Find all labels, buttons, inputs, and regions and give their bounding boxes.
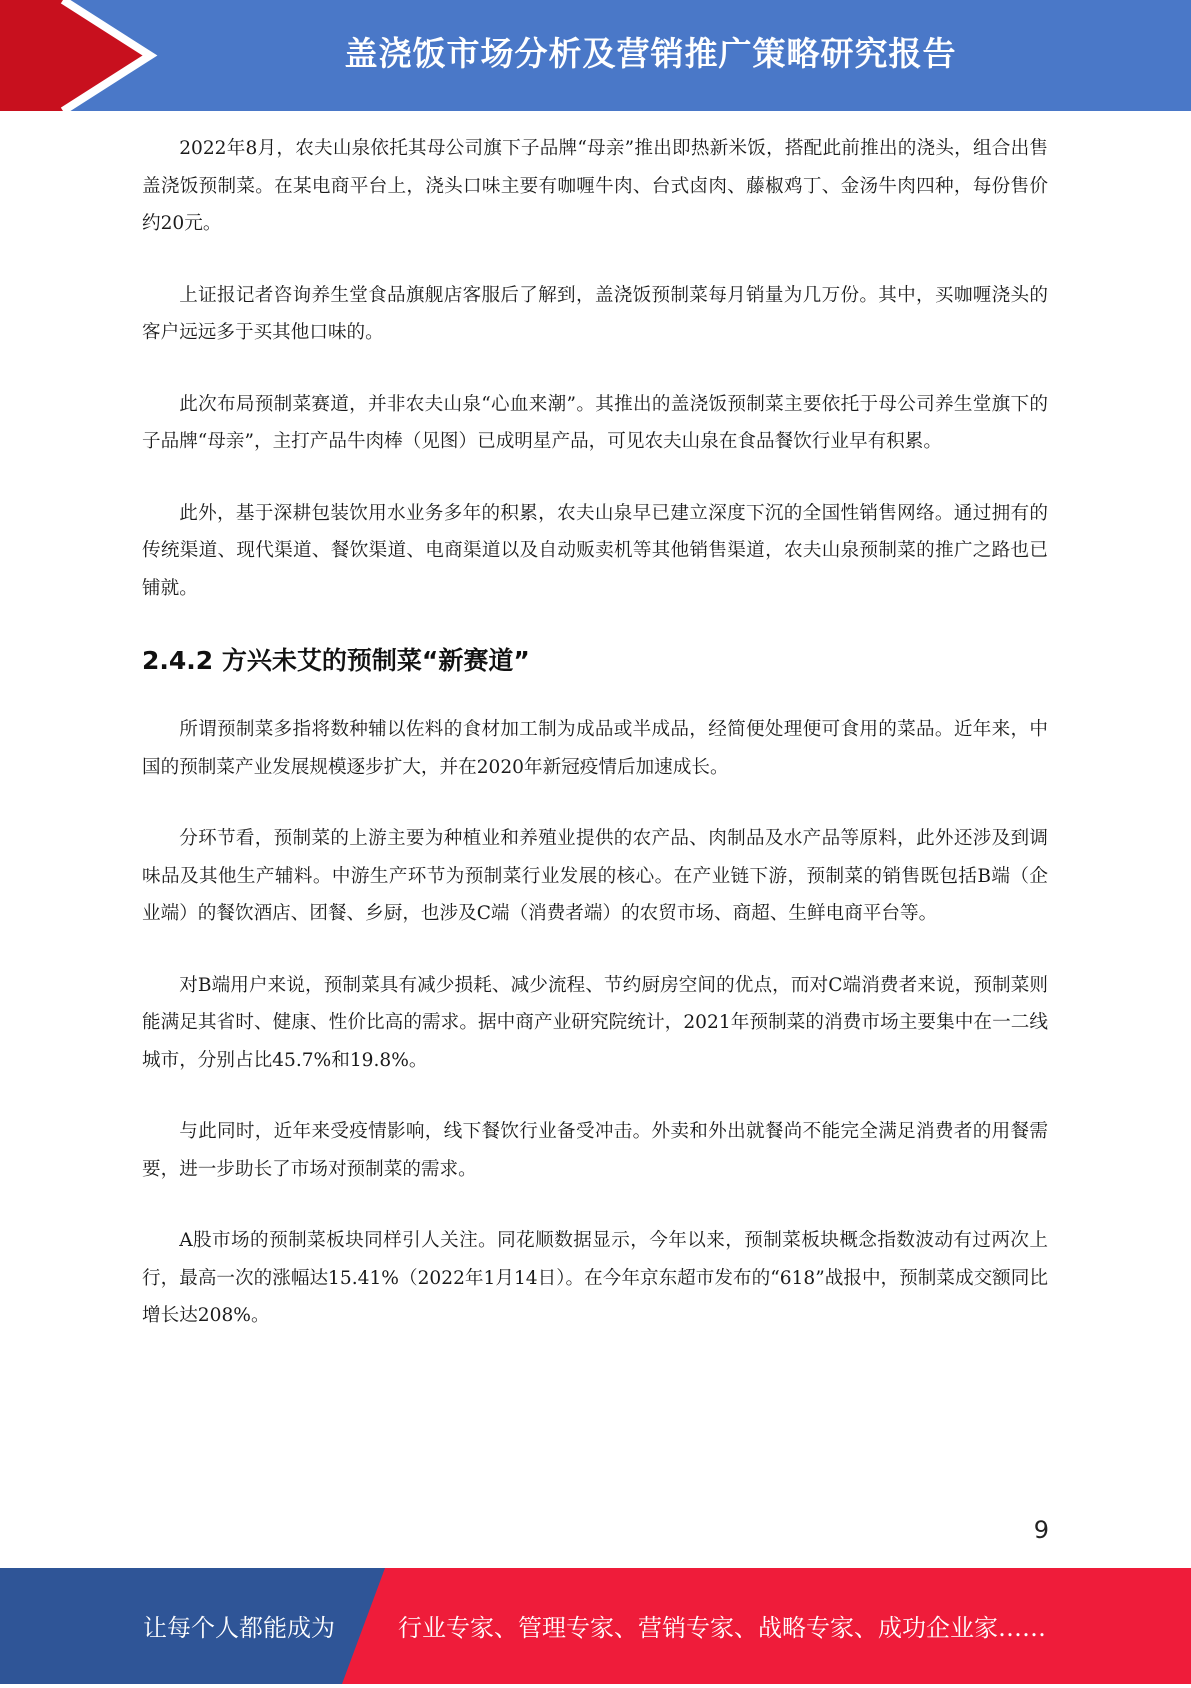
page-footer [0,1568,1191,1684]
paragraph-5: 所谓预制菜多指将数种辅以佐料的食材加工制为成品或半成品，经简便处理便可食用的菜品。近年来，中国的预制菜产业发展规模逐步扩大，并在2020年新冠疫情后加速成长。 [142,719,1048,778]
paragraph-6: 分环节看，预制菜的上游主要为种植业和养殖业提供的农产品、肉制品及水产品等原料，此外还涉及到调味品及其他生产辅料。中游生产环节为预制菜行业发展的核心。在产业链下游，预制菜的销售既包括B端（企业端）的餐饮酒店、团餐、乡厨，也涉及C端（消费者端）的农贸市场、商超、生鲜电商平台等。 [142,828,1048,924]
paragraph-4: 此外，基于深耕包装饮用水业务多年的积累，农夫山泉早已建立深度下沉的全国性销售网络。通过拥有的传统渠道、现代渠道、餐饮渠道、电商渠道以及自动贩卖机等其他销售渠道，农夫山泉预制菜的推广之路也已铺就。 [142,502,1048,599]
paragraph-7: 对B端用户来说，预制菜具有减少损耗、减少流程、节约厨房空间的优点，而对C端消费者来说，预制菜则能满足其省时、健康、性价比高的需求。据中商产业研究院统计，2021年预制菜的消费市场主要集中在一二线城市，分别占比45.7%和19.8%。 [142,974,1048,1071]
footer-slogan-right: 行业专家、管理专家、营销专家、战略专家、成功企业家…… [398,1614,1046,1642]
section-heading: 2.4.2 方兴未艾的预制菜“新赛道” [142,646,530,675]
page-number: 9 [1033,1516,1049,1544]
document-body [142,130,1048,1369]
paragraph-3: 此次布局预制菜赛道，并非农夫山泉“心血来潮”。其推出的盖浇饭预制菜主要依托于母公司养生堂旗下的子品牌“母亲”，主打产品牛肉棒（见图）已成明星产品，可见农夫山泉在食品餐饮行业早有积累。 [142,393,1048,452]
report-title: 盖浇饭市场分析及营销推广策略研究报告 [344,34,957,73]
paragraph-9: A股市场的预制菜板块同样引人关注。同花顺数据显示，今年以来，预制菜板块概念指数波动有过两次上行，最高一次的涨幅达15.41%（2022年1月14日）。在今年京东超市发布的“618”战报中，预制菜成交额同比增长达208%。 [142,1230,1048,1326]
paragraph-8: 与此同时，近年来受疫情影响，线下餐饮行业备受冲击。外卖和外出就餐尚不能完全满足消费者的用餐需要，进一步助长了市场对预制菜的需求。 [142,1121,1048,1180]
header-chevron-decoration [0,0,160,111]
page-header [0,0,1191,111]
paragraph-2: 上证报记者咨询养生堂食品旗舰店客服后了解到，盖浇饭预制菜每月销量为几万份。其中，买咖喱浇头的客户远远多于买其他口味的。 [142,284,1048,343]
footer-slogan-left: 让每个人都能成为 [143,1614,335,1642]
paragraph-1: 2022年8月，农夫山泉依托其母公司旗下子品牌“母亲”推出即热新米饭，搭配此前推出的浇头，组合出售盖浇饭预制菜。在某电商平台上，浇头口味主要有咖喱牛肉、台式卤肉、藤椒鸡丁、金汤牛肉四种，每份售价约20元。 [142,138,1048,234]
